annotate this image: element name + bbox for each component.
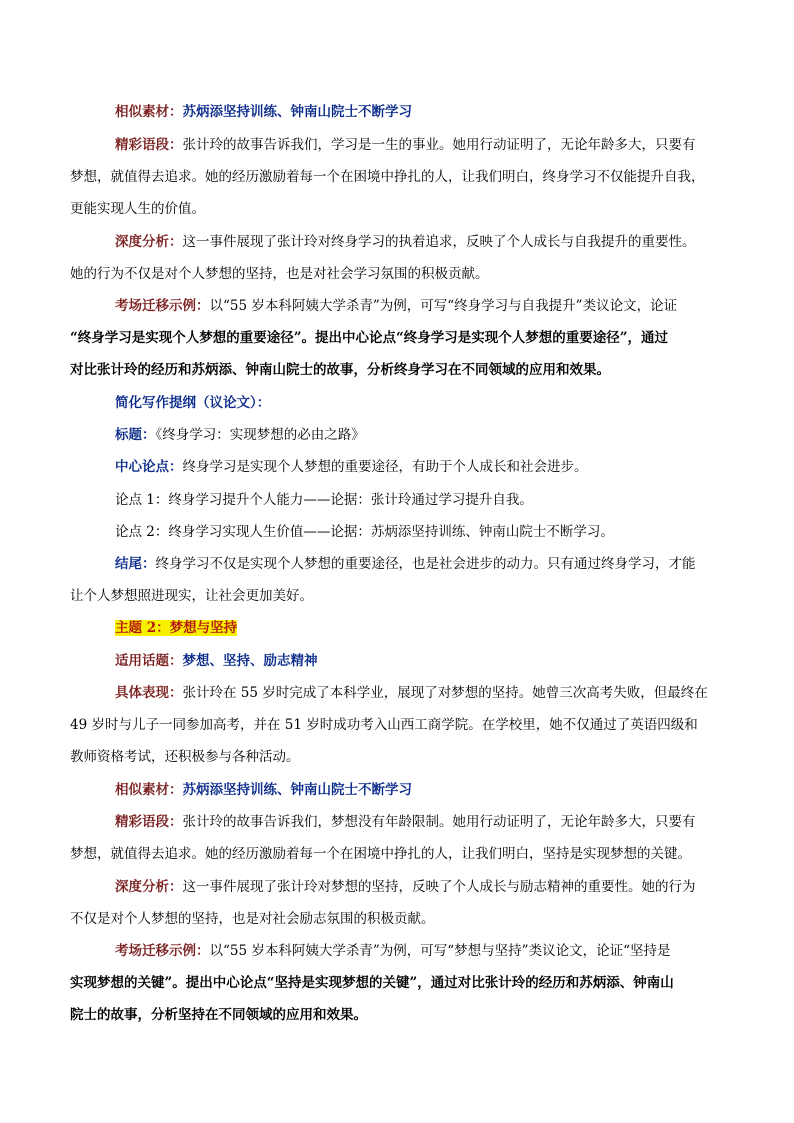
outline-ending-line-2: 让个人梦想照进现实，让社会更加美好。 (70, 588, 313, 604)
excellent-passage-2-line-1: 精彩语段：张计玲的故事告诉我们，梦想没有年龄限制。她用行动证明了，无论年龄多大，只要有 (115, 814, 696, 830)
exam-example-1-line-1: 考场迁移示例：以“55 岁本科阿姨大学杀青”为例，可写“终身学习与自我提升”类议论文，论证 (115, 298, 678, 314)
specific-performance-line-3: 教师资格考试，还积极参与各种活动。 (70, 749, 300, 765)
exam-example-1-line-3: 对比张计玲的经历和苏炳添、钟南山院士的故事，分析终身学习在不同领域的应用和效果。 (70, 362, 610, 378)
outline-title: 标题：《终身学习：实现梦想的必由之路》 (115, 427, 365, 443)
specific-performance-line-1: 具体表现：张计玲在 55 岁时完成了本科学业，展现了对梦想的坚持。她曾三次高考失败，但最终在 (115, 685, 708, 701)
specific-performance-line-2: 49 岁时与儿子一同参加高考，并在 51 岁时成功考入山西工商学院。在学校里，她不仅通过了英语四级和 (70, 717, 698, 733)
excellent-passage-2-line-2: 梦想，就值得去追求。她的经历激励着每一个在困境中挣扎的人，让我们明白，坚持是实现梦想的关键。 (70, 846, 691, 862)
exam-example-2-line-1: 考场迁移示例：以“55 岁本科阿姨大学杀青”为例，可写“梦想与坚持”类议论文，论证“坚持是 (115, 943, 671, 959)
similar-material-2: 相似素材：苏炳添坚持训练、钟南山院士不断学习 (115, 782, 412, 798)
outline-ending-line-1: 结尾：终身学习不仅是实现个人梦想的重要途径，也是社会进步的动力。只有通过终身学习，才能 (115, 556, 696, 572)
applicable-topics: 适用话题：梦想、坚持、励志精神 (115, 653, 318, 669)
outline-point-1: 论点 1：终身学习提升个人能力——论据：张计玲通过学习提升自我。 (115, 492, 533, 508)
outline-heading: 简化写作提纲（议论文）： (115, 395, 271, 411)
theme-2-heading: 主题 2：梦想与坚持 (115, 620, 238, 636)
exam-example-2-line-2: 实现梦想的关键”。提出中心论点“坚持是实现梦想的关键”，通过对比张计玲的经历和苏炳添、钟南山 (70, 975, 674, 991)
exam-example-2-line-3: 院士的故事，分析坚持在不同领域的应用和效果。 (70, 1007, 367, 1023)
deep-analysis-2-line-2: 不仅是对个人梦想的坚持，也是对社会励志氛围的积极贡献。 (70, 911, 435, 927)
excellent-passage-1-line-1: 精彩语段：张计玲的故事告诉我们，学习是一生的事业。她用行动证明了，无论年龄多大，只要有 (115, 137, 696, 153)
deep-analysis-2-line-1: 深度分析：这一事件展现了张计玲对梦想的坚持，反映了个人成长与励志精神的重要性。她的行为 (115, 879, 696, 895)
excellent-passage-1-line-3: 更能实现人生的价值。 (70, 201, 205, 217)
outline-thesis: 中心论点：终身学习是实现个人梦想的重要途径，有助于个人成长和社会进步。 (115, 459, 588, 475)
deep-analysis-1-line-1: 深度分析：这一事件展现了张计玲对终身学习的执着追求，反映了个人成长与自我提升的重要性。 (115, 234, 696, 250)
exam-example-1-line-2: “终身学习是实现个人梦想的重要途径”。提出中心论点“终身学习是实现个人梦想的重要途径”，通过 (70, 330, 669, 346)
deep-analysis-1-line-2: 她的行为不仅是对个人梦想的坚持，也是对社会学习氛围的积极贡献。 (70, 266, 489, 282)
excellent-passage-1-line-2: 梦想，就值得去追求。她的经历激励着每一个在困境中挣扎的人，让我们明白，终身学习不仅能提升自我， (70, 169, 705, 185)
similar-material-1: 相似素材：苏炳添坚持训练、钟南山院士不断学习 (115, 104, 412, 120)
outline-point-2: 论点 2：终身学习实现人生价值——论据：苏炳添坚持训练、钟南山院士不断学习。 (115, 524, 614, 540)
